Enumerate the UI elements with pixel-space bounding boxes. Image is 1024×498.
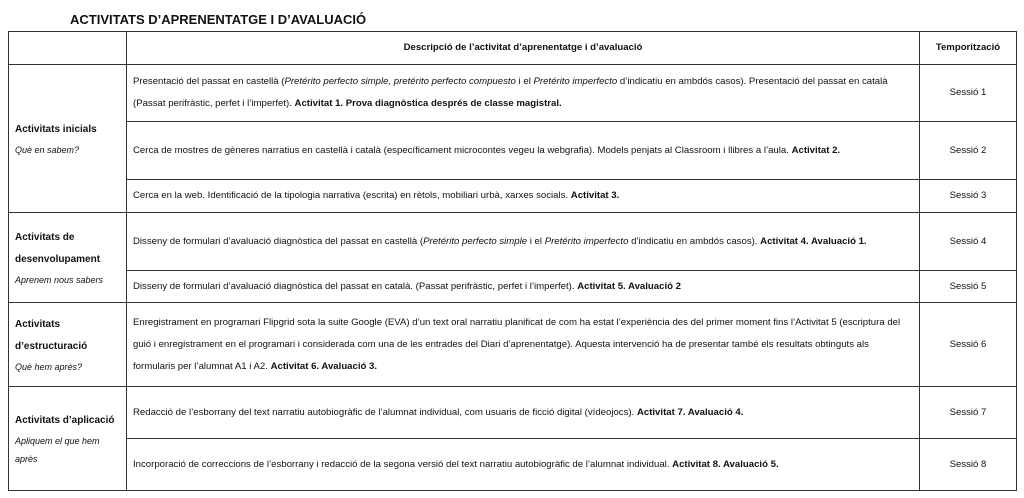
activities-table [8, 31, 1017, 491]
timing-cell: Sessió 8 [920, 439, 1017, 491]
description-cell [127, 213, 920, 271]
activity-label: Activitat 1. Prova diagnòstica després de classe magistral. [294, 98, 562, 109]
description-cell [127, 303, 920, 387]
italic-term: Pretérito imperfecto [544, 235, 629, 247]
description-text: Redacció de l’esborrany del text narratiu autobiogràfic de l’alumnat individual, com usuaris de ficció digital (vídeojocs). [133, 406, 637, 418]
table-row [9, 303, 1017, 387]
phase-subtitle: Apliquem el que hem après [15, 435, 100, 464]
phase-subtitle: Què hem après? [15, 361, 83, 372]
phase-subtitle: Què en sabem? [15, 144, 80, 155]
page-title: ACTIVITATS D’APRENENTATGE I D’AVALUACIÓ [70, 12, 367, 27]
phase-name: Activitats d’estructuració [15, 318, 88, 352]
activity-label: Activitat 3. [570, 190, 620, 201]
description-cell [127, 387, 920, 439]
italic-term: Pretérito imperfecto [533, 76, 618, 87]
phase-cell [9, 387, 127, 491]
activity-label: Activitat 4. Avaluació 1. [760, 235, 867, 247]
description-text: Enregistrament en programari Flipgrid sota la suite Google (EVA) d’un text oral narratiu planificat de com ha estat l’experiència des del primer moment fins l’Activitat 5 (escriptura del guió i enregistrament en el programari i considerada com una de les entrades del Diari d’aprenentatge). Aquesta intervenció ha de presentar també els resultats obtinguts als formularis per l’alumnat A1 i A2. [133, 316, 901, 372]
phase-cell [9, 65, 127, 213]
header-timing: Temporització [920, 32, 1017, 65]
timing-cell: Sessió 5 [920, 271, 1017, 303]
table-row [9, 439, 1017, 491]
table-row [9, 65, 1017, 122]
description-text: i el [527, 235, 545, 247]
description-text: Incorporació de correccions de l’esborrany i redacció de la segona versió del text narratiu autobiogràfic de l’alumnat individual. [133, 458, 673, 470]
phase-cell [9, 303, 127, 387]
header-description: Descripció de l’activitat d’aprenentatge i d’avaluació [127, 32, 920, 65]
phase-name: Activitats inicials [15, 123, 97, 135]
activity-label: Activitat 8. Avaluació 5. [672, 458, 779, 470]
activity-label: Activitat 7. Avaluació 4. [636, 406, 744, 418]
phase-cell [9, 213, 127, 303]
activity-label: Activitat 2. [791, 144, 841, 156]
description-text: d’indicatiu en ambdós casos). [628, 235, 761, 247]
italic-term: Pretérito perfecto simple, pretérito perfecto compuesto [284, 76, 516, 87]
timing-cell: Sessió 6 [920, 303, 1017, 387]
description-cell [127, 122, 920, 180]
timing-cell: Sessió 2 [920, 122, 1017, 180]
phase-subtitle: Aprenem nous sabers [15, 274, 104, 285]
activity-label: Activitat 5. Avaluació 2 [577, 280, 681, 292]
table-row [9, 122, 1017, 180]
phase-name: Activitats de desenvolupament [15, 231, 101, 265]
description-text: d’indicatiu en ambdós casos). Presentació del passat en català (Passat perifràstic, perfet i l’imperfet). [133, 76, 888, 109]
description-cell [127, 180, 920, 213]
timing-cell: Sessió 3 [920, 180, 1017, 213]
description-cell [127, 439, 920, 491]
table-row [9, 271, 1017, 303]
table-row [9, 387, 1017, 439]
phase-name: Activitats d’aplicació [15, 414, 115, 426]
table-row [9, 213, 1017, 271]
italic-term: Pretérito perfecto simple [423, 235, 528, 247]
description-cell [127, 65, 920, 122]
timing-cell: Sessió 1 [920, 65, 1017, 122]
timing-cell: Sessió 7 [920, 387, 1017, 439]
description-text: Presentació del passat en castellà ( [133, 76, 285, 87]
description-text: Disseny de formulari d’avaluació diagnòstica del passat en català. (Passat perifràstic, perfet i l’imperfet). [133, 280, 578, 292]
table-header-row [9, 32, 1017, 65]
description-text: Disseny de formulari d’avaluació diagnòstica del passat en castellà ( [133, 235, 424, 247]
table-row [9, 180, 1017, 213]
timing-cell: Sessió 4 [920, 213, 1017, 271]
activity-label: Activitat 6. Avaluació 3. [270, 360, 378, 372]
description-text: i el [515, 76, 534, 87]
description-text: Cerca en la web. Identificació de la tipologia narrativa (escrita) en rètols, mobiliari urbà, xarxes socials. [133, 190, 571, 201]
description-cell [127, 271, 920, 303]
description-text: Cerca de mostres de gèneres narratius en castellà i català (específicament microcontes vegeu la webgrafia). Models penjats al Classroom i llibres a l’aula. [133, 144, 792, 156]
header-phase [9, 32, 127, 65]
